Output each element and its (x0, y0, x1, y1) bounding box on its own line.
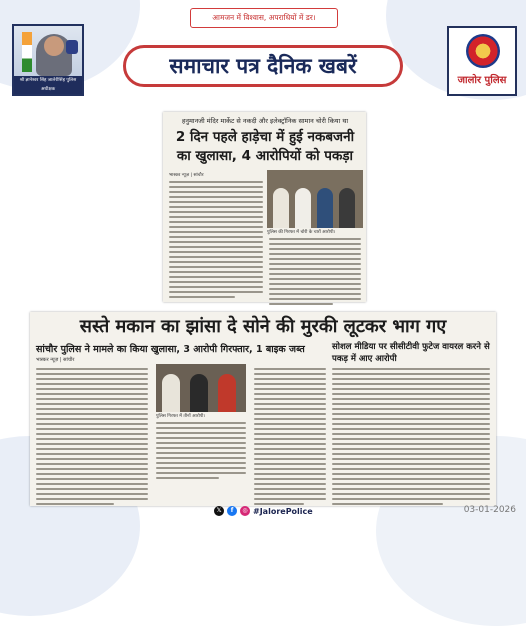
clipping-body-col4 (332, 368, 490, 508)
photo-caption: पुलिस की गिरफ्त में चोरी के चारों आरोपी। (267, 230, 336, 235)
clipping-subhead: सांचौर पुलिस ने मामले का किया खुलासा, 3 आरोपी गिरफ्तार, 1 बाइक जब्त (36, 344, 305, 355)
facebook-icon[interactable]: f (227, 506, 237, 516)
clipping-body-col3 (254, 368, 326, 508)
clipping-dateline: भास्कर न्यूज़ | सांचौर (169, 173, 204, 178)
social-handle[interactable]: #JalorePolice (253, 506, 313, 516)
clipping-dateline: भास्कर न्यूज़ | सांचौर (36, 357, 75, 363)
logo-label: जालोर पुलिस (457, 75, 507, 86)
instagram-icon[interactable]: ◎ (240, 506, 250, 516)
police-badge-icon (466, 34, 500, 68)
news-clipping-1 (163, 112, 366, 302)
photo-caption: पुलिस गिरफ्त में तीनों आरोपी। (156, 414, 206, 419)
clipping-headline: 2 दिन पहले हाड़ेचा में हुई नकबजनी का खुलासा, 4 आरोपियों को पकड़ा (175, 129, 355, 164)
clipping-body-right (269, 238, 361, 308)
motto-banner: आमजन में विश्वास, अपराधियों में डर। (190, 8, 338, 28)
clipping-headline: सस्ते मकान का झांसा दे सोने की मुरकी लूटकर भाग गए (79, 316, 447, 337)
social-footer (214, 504, 314, 518)
officer-face (44, 36, 64, 56)
x-icon[interactable]: 𝕏 (214, 506, 224, 516)
clipping-body-left (169, 172, 263, 301)
news-clipping-2 (30, 312, 496, 506)
portrait-caption: श्री ज्ञानेश्वर सिंह जालेरीसिंह पुलिस अधीक्षक (14, 76, 82, 94)
superintendent-portrait (12, 24, 84, 96)
clipping-body-col2 (156, 422, 246, 482)
flag-icon (22, 32, 32, 72)
clipping-kicker: हनुमानजी मंदिर मार्केट से नकदी और इलेक्ट्रॉनिक सामान चोरी किया था (181, 117, 349, 125)
emblem-icon (66, 40, 78, 54)
post-date: 03-01-2026 (463, 505, 516, 515)
clipping-photo (267, 170, 363, 228)
page-title: समाचार पत्र दैनिक खबरें (123, 45, 403, 87)
jalore-police-logo (447, 26, 517, 96)
clipping-photo (156, 364, 246, 412)
clipping-body-col1 (36, 368, 148, 508)
clipping-side-headline: सोशल मीडिया पर सीसीटीवी फुटेज वायरल करने से पकड़ में आए आरोपी (332, 342, 490, 364)
